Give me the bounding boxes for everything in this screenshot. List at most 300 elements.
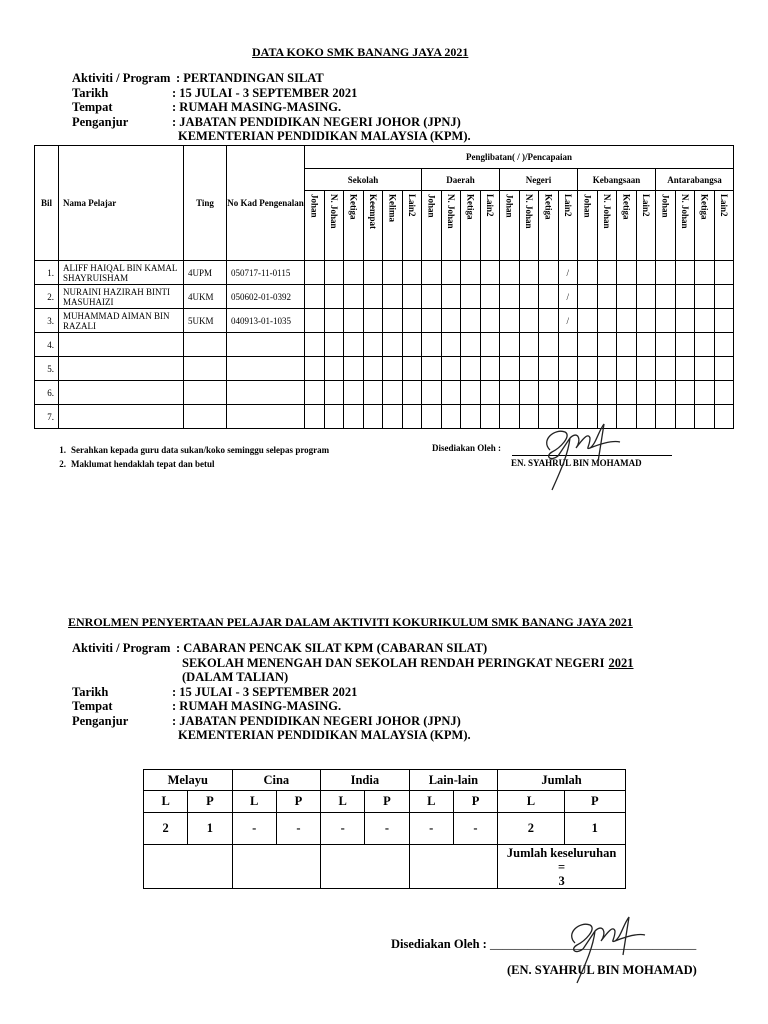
sub-l: L	[144, 791, 188, 813]
cell-empty	[383, 285, 403, 309]
cell-empty	[714, 357, 734, 381]
cell-empty	[363, 357, 383, 381]
section1-title: DATA KOKO SMK BANANG JAYA 2021	[252, 45, 469, 59]
cell-ic	[227, 381, 305, 405]
cell-empty	[656, 381, 676, 405]
info-label-program: Aktiviti / Program	[72, 71, 171, 85]
info2-value-penganjur: : JABATAN PENDIDIKAN NEGERI JOHOR (JPNJ)	[172, 713, 461, 728]
subheader-label: N. Johan	[523, 194, 534, 229]
sub-l: L	[409, 791, 453, 813]
cell-empty	[305, 285, 325, 309]
cell-empty	[714, 285, 734, 309]
prepared-by-label: Disediakan Oleh :	[432, 443, 502, 453]
cell-empty	[695, 309, 715, 333]
cell-empty	[441, 357, 461, 381]
cell-empty	[305, 261, 325, 285]
participation-table	[34, 145, 734, 429]
cell-bil: 4.	[35, 333, 59, 357]
cell-negeri-lain2	[558, 357, 578, 381]
cell-empty	[500, 309, 520, 333]
cell-empty	[714, 261, 734, 285]
cell-ting: 4UPM	[184, 261, 227, 285]
subheader-negeri-2	[539, 191, 559, 261]
cell-empty	[480, 261, 500, 285]
cell-empty	[539, 333, 559, 357]
sub-p: P	[564, 791, 625, 813]
cell-nama	[59, 381, 184, 405]
cell-ting	[184, 357, 227, 381]
info-value-tarikh: : 15 JULAI - 3 SEPTEMBER 2021	[172, 85, 358, 100]
signature-image	[530, 410, 625, 500]
subheader-sekolah-1	[324, 191, 344, 261]
info2-value-tarikh: : 15 JULAI - 3 SEPTEMBER 2021	[172, 684, 358, 699]
cell-empty	[461, 285, 481, 309]
cell-empty	[695, 381, 715, 405]
cell-nama: NURAINI HAZIRAH BINTI MASUHAIZI	[59, 285, 184, 309]
cell-empty	[461, 333, 481, 357]
cell-empty	[324, 309, 344, 333]
cell-bil: 1.	[35, 261, 59, 285]
cell-empty	[383, 261, 403, 285]
cell-negeri-lain2: /	[558, 261, 578, 285]
cell-empty	[519, 309, 539, 333]
subheader-kebangsaan-1	[597, 191, 617, 261]
cell-empty	[441, 309, 461, 333]
subheader-antarabangsa-1	[675, 191, 695, 261]
cell-empty	[636, 405, 656, 429]
level-antarabangsa: Antarabangsa	[656, 169, 734, 191]
cell-empty	[344, 381, 364, 405]
cell-empty	[402, 405, 422, 429]
sub-l: L	[498, 791, 564, 813]
cell-empty	[695, 261, 715, 285]
cell-empty	[675, 285, 695, 309]
info2-label-tempat: Tempat	[72, 699, 113, 713]
subheader-label: N. Johan	[328, 194, 339, 229]
subheader-label: Lain2	[718, 194, 729, 217]
table-row	[35, 357, 734, 381]
cell-bil: 7.	[35, 405, 59, 429]
level-negeri: Negeri	[500, 169, 578, 191]
subheader-daerah-0	[422, 191, 442, 261]
value-cell: -	[365, 813, 409, 845]
info2-value-program: : CABARAN PENCAK SILAT KPM (CABARAN SILAT)	[176, 641, 488, 655]
cell-empty	[539, 285, 559, 309]
subheader-label: Lain2	[406, 194, 417, 217]
cell-empty	[305, 333, 325, 357]
cell-empty	[597, 333, 617, 357]
total-label: Jumlah keseluruhan	[506, 845, 617, 860]
sub-l: L	[232, 791, 276, 813]
info-label-tempat: Tempat	[72, 100, 113, 114]
value-cell: -	[409, 813, 453, 845]
cell-empty	[656, 333, 676, 357]
prepared-line-2: _________________________________	[489, 937, 697, 951]
subheader-label: Lain2	[484, 194, 495, 217]
cell-empty	[402, 333, 422, 357]
subheader-kebangsaan-0	[578, 191, 598, 261]
cell-empty	[324, 285, 344, 309]
cell-empty	[578, 309, 598, 333]
empty-cell	[409, 845, 498, 889]
header-nokad: No Kad Pengenalan	[227, 146, 305, 261]
total-value: 3	[558, 873, 565, 888]
empty-cell	[321, 845, 410, 889]
cell-empty	[344, 261, 364, 285]
cell-empty	[656, 357, 676, 381]
cell-empty	[656, 405, 676, 429]
cell-empty	[422, 309, 442, 333]
notes-list	[50, 443, 329, 471]
cell-empty	[597, 261, 617, 285]
cell-empty	[363, 285, 383, 309]
subheader-sekolah-4	[383, 191, 403, 261]
cell-empty	[344, 309, 364, 333]
cell-empty	[519, 357, 539, 381]
cell-empty	[656, 309, 676, 333]
subheader-label: Ketiga	[348, 194, 359, 220]
cell-empty	[305, 381, 325, 405]
cell-empty	[695, 333, 715, 357]
cell-empty	[617, 333, 637, 357]
cell-empty	[656, 261, 676, 285]
cell-empty	[636, 285, 656, 309]
cell-empty	[441, 285, 461, 309]
level-kebangsaan: Kebangsaan	[578, 169, 656, 191]
subheader-daerah-2	[461, 191, 481, 261]
subheader-label: Johan	[582, 194, 593, 218]
cell-empty	[324, 357, 344, 381]
value-cell: 1	[564, 813, 625, 845]
value-cell: -	[232, 813, 276, 845]
cell-bil: 5.	[35, 357, 59, 381]
cell-empty	[636, 381, 656, 405]
cell-ting: 4UKM	[184, 285, 227, 309]
subheader-sekolah-0	[305, 191, 325, 261]
cell-nama	[59, 333, 184, 357]
subheader-label: Ketiga	[699, 194, 710, 220]
subheader-label: Johan	[309, 194, 320, 218]
cell-empty	[422, 381, 442, 405]
cell-empty	[714, 405, 734, 429]
cell-ting	[184, 381, 227, 405]
cell-empty	[461, 357, 481, 381]
cell-empty	[617, 309, 637, 333]
cell-empty	[383, 381, 403, 405]
cell-empty	[519, 333, 539, 357]
total-eq: =	[558, 859, 566, 874]
subheader-label: Kelima	[387, 194, 398, 222]
sub-p: P	[276, 791, 320, 813]
cell-empty	[422, 333, 442, 357]
cell-empty	[402, 357, 422, 381]
cell-empty	[441, 405, 461, 429]
info2-program-year: 2021	[608, 655, 634, 670]
info2-value-tempat: : RUMAH MASING-MASING.	[172, 699, 342, 713]
cell-negeri-lain2: /	[558, 285, 578, 309]
group-cina: Cina	[232, 770, 321, 791]
group-india: India	[321, 770, 410, 791]
sub-p: P	[365, 791, 409, 813]
enrolment-table	[143, 769, 626, 889]
group-lain-lain: Lain-lain	[409, 770, 498, 791]
cell-ic: 040913-01-1035	[227, 309, 305, 333]
cell-empty	[617, 261, 637, 285]
cell-empty	[539, 381, 559, 405]
cell-empty	[441, 333, 461, 357]
subheader-label: Ketiga	[465, 194, 476, 220]
cell-nama	[59, 405, 184, 429]
value-cell: 2	[498, 813, 564, 845]
cell-empty	[675, 381, 695, 405]
cell-empty	[344, 357, 364, 381]
table-row	[35, 405, 734, 429]
value-cell: -	[276, 813, 320, 845]
cell-empty	[500, 333, 520, 357]
empty-cell	[144, 845, 233, 889]
cell-ting	[184, 405, 227, 429]
cell-empty	[480, 405, 500, 429]
cell-ting	[184, 333, 227, 357]
cell-empty	[383, 333, 403, 357]
value-cell: 2	[144, 813, 188, 845]
cell-empty	[675, 405, 695, 429]
cell-empty	[461, 261, 481, 285]
cell-empty	[402, 309, 422, 333]
cell-empty	[324, 381, 344, 405]
cell-ic	[227, 333, 305, 357]
cell-empty	[636, 333, 656, 357]
info2-label-tarikh: Tarikh	[72, 684, 109, 699]
cell-empty	[422, 285, 442, 309]
cell-empty	[363, 309, 383, 333]
cell-empty	[305, 309, 325, 333]
subheader-label: Lain2	[562, 194, 573, 217]
cell-empty	[500, 381, 520, 405]
subheader-label: Johan	[660, 194, 671, 218]
cell-empty	[344, 285, 364, 309]
cell-empty	[539, 309, 559, 333]
cell-ic	[227, 357, 305, 381]
info2-program-line2: SEKOLAH MENENGAH DAN SEKOLAH RENDAH PERINGKAT NEGERI	[182, 655, 605, 670]
cell-empty	[539, 357, 559, 381]
info-label-penganjur: Penganjur	[72, 114, 129, 129]
cell-empty	[383, 309, 403, 333]
prepared-by-label-2: Disediakan Oleh : _________________________________	[391, 937, 697, 951]
value-cell: -	[321, 813, 365, 845]
info2-label-penganjur: Penganjur	[72, 713, 129, 728]
cell-empty	[461, 381, 481, 405]
cell-empty	[344, 405, 364, 429]
prepared-by-name: EN. SYAHRUL BIN MOHAMAD	[511, 458, 642, 468]
table-row	[35, 285, 734, 309]
header-ting: Ting	[184, 146, 227, 261]
cell-empty	[363, 261, 383, 285]
info-penganjur-cont: KEMENTERIAN PENDIDIKAN MALAYSIA (KPM).	[178, 129, 471, 143]
cell-empty	[578, 285, 598, 309]
group-melayu: Melayu	[144, 770, 233, 791]
cell-empty	[714, 381, 734, 405]
cell-empty	[578, 381, 598, 405]
cell-bil: 2.	[35, 285, 59, 309]
cell-empty	[597, 357, 617, 381]
cell-empty	[636, 357, 656, 381]
cell-empty	[305, 357, 325, 381]
cell-bil: 6.	[35, 381, 59, 405]
cell-empty	[656, 285, 676, 309]
cell-nama: MUHAMMAD AIMAN BIN RAZALI	[59, 309, 184, 333]
cell-empty	[597, 309, 617, 333]
group-jumlah: Jumlah	[498, 770, 626, 791]
subheader-antarabangsa-0	[656, 191, 676, 261]
cell-empty	[363, 405, 383, 429]
subheader-daerah-1	[441, 191, 461, 261]
info2-program-line3: (DALAM TALIAN)	[182, 670, 289, 684]
empty-cell	[232, 845, 321, 889]
cell-empty	[402, 261, 422, 285]
subheader-sekolah-3	[363, 191, 383, 261]
prepared-by-name-2: (EN. SYAHRUL BIN MOHAMAD)	[507, 963, 697, 977]
cell-empty	[636, 309, 656, 333]
value-cell: 1	[188, 813, 232, 845]
cell-empty	[422, 261, 442, 285]
cell-ic	[227, 405, 305, 429]
subheader-label: Ketiga	[621, 194, 632, 220]
note-item: 1. Serahkan kepada guru data sukan/koko seminggu selepas program	[59, 445, 330, 455]
cell-empty	[597, 285, 617, 309]
cell-ting: 5UKM	[184, 309, 227, 333]
cell-empty	[363, 381, 383, 405]
cell-empty	[539, 261, 559, 285]
subheader-negeri-1	[519, 191, 539, 261]
cell-empty	[324, 405, 344, 429]
cell-empty	[500, 405, 520, 429]
info-label-tarikh: Tarikh	[72, 85, 109, 100]
subheader-kebangsaan-3	[636, 191, 656, 261]
cell-negeri-lain2	[558, 381, 578, 405]
cell-empty	[519, 261, 539, 285]
cell-empty	[402, 381, 422, 405]
cell-empty	[441, 381, 461, 405]
cell-empty	[324, 261, 344, 285]
level-sekolah: Sekolah	[305, 169, 422, 191]
cell-empty	[422, 357, 442, 381]
total-cell	[498, 845, 626, 889]
cell-nama	[59, 357, 184, 381]
cell-empty	[422, 405, 442, 429]
cell-bil: 3.	[35, 309, 59, 333]
level-daerah: Daerah	[422, 169, 500, 191]
cell-empty	[636, 261, 656, 285]
subheader-label: Keempat	[367, 194, 378, 229]
cell-empty	[695, 357, 715, 381]
cell-empty	[675, 261, 695, 285]
info-value-program: : PERTANDINGAN SILAT	[176, 71, 324, 85]
cell-negeri-lain2: /	[558, 309, 578, 333]
info2-label-program: Aktiviti / Program	[72, 641, 171, 655]
cell-empty	[617, 381, 637, 405]
header-nama: Nama Pelajar	[59, 146, 184, 261]
cell-negeri-lain2	[558, 333, 578, 357]
table-row	[35, 261, 734, 285]
cell-empty	[578, 261, 598, 285]
cell-empty	[714, 309, 734, 333]
cell-empty	[441, 261, 461, 285]
subheader-label: Johan	[504, 194, 515, 218]
subheader-label: N. Johan	[445, 194, 456, 229]
info2-penganjur-cont: KEMENTERIAN PENDIDIKAN MALAYSIA (KPM).	[178, 728, 471, 742]
cell-empty	[617, 285, 637, 309]
subheader-negeri-0	[500, 191, 520, 261]
cell-empty	[461, 309, 481, 333]
note-item: 2. Maklumat hendaklah tepat dan betul	[59, 459, 215, 469]
cell-ic: 050717-11-0115	[227, 261, 305, 285]
info-value-tempat: : RUMAH MASING-MASING.	[172, 100, 342, 114]
subheader-label: Ketiga	[543, 194, 554, 220]
subheader-label: N. Johan	[601, 194, 612, 229]
cell-empty	[519, 381, 539, 405]
subheader-label: Johan	[426, 194, 437, 218]
section1-info	[72, 71, 471, 144]
cell-empty	[578, 357, 598, 381]
cell-empty	[480, 381, 500, 405]
cell-empty	[519, 285, 539, 309]
subheader-negeri-3	[558, 191, 578, 261]
value-cell: -	[453, 813, 497, 845]
cell-empty	[305, 405, 325, 429]
sub-l: L	[321, 791, 365, 813]
sub-p: P	[453, 791, 497, 813]
cell-nama: ALIFF HAIQAL BIN KAMAL SHAYRUISHAM	[59, 261, 184, 285]
cell-empty	[383, 405, 403, 429]
subheader-label: N. Johan	[679, 194, 690, 229]
table-row	[35, 333, 734, 357]
cell-empty	[578, 333, 598, 357]
info-value-penganjur: : JABATAN PENDIDIKAN NEGERI JOHOR (JPNJ)	[172, 114, 461, 129]
subheader-daerah-3	[480, 191, 500, 261]
cell-empty	[675, 309, 695, 333]
subheader-label: Lain2	[640, 194, 651, 217]
cell-empty	[617, 357, 637, 381]
cell-empty	[675, 357, 695, 381]
cell-empty	[480, 357, 500, 381]
cell-empty	[714, 333, 734, 357]
sub-p: P	[188, 791, 232, 813]
cell-empty	[344, 333, 364, 357]
table-row	[35, 309, 734, 333]
header-penglibatan: Penglibatan( / )/Pencapaian	[305, 146, 734, 169]
subheader-antarabangsa-2	[695, 191, 715, 261]
subheader-kebangsaan-2	[617, 191, 637, 261]
cell-empty	[402, 285, 422, 309]
cell-empty	[597, 381, 617, 405]
cell-empty	[461, 405, 481, 429]
cell-ic: 050602-01-0392	[227, 285, 305, 309]
cell-empty	[480, 285, 500, 309]
cell-empty	[500, 261, 520, 285]
subheader-sekolah-2	[344, 191, 364, 261]
subheader-antarabangsa-3	[714, 191, 734, 261]
cell-empty	[695, 405, 715, 429]
header-bil: Bil	[35, 146, 59, 261]
subheader-sekolah-5	[402, 191, 422, 261]
table-row	[35, 381, 734, 405]
cell-empty	[324, 333, 344, 357]
cell-empty	[383, 357, 403, 381]
cell-empty	[363, 333, 383, 357]
signature-image-2	[555, 905, 650, 990]
section2-title: ENROLMEN PENYERTAAN PELAJAR DALAM AKTIVITI KOKURIKULUM SMK BANANG JAYA 2021	[68, 615, 633, 629]
